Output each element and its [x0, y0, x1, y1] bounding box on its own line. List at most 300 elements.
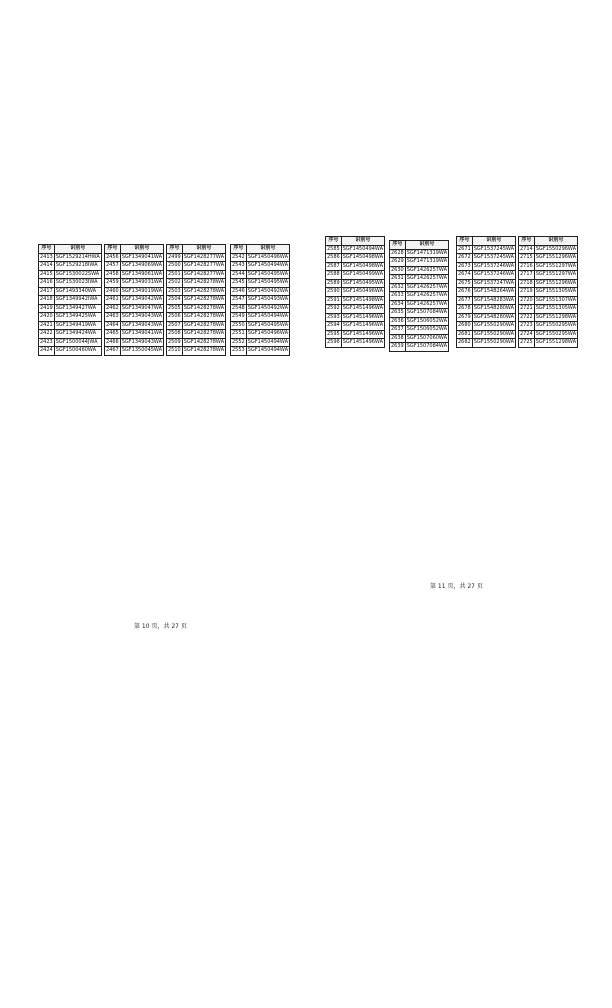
row-index: 2586	[327, 254, 340, 260]
table-row	[390, 300, 449, 309]
table-row	[457, 262, 516, 271]
table-row	[39, 279, 102, 288]
table-row	[105, 287, 164, 296]
row-index: 2459	[106, 279, 119, 285]
table-row	[167, 347, 226, 356]
row-code: SGF1551305WA	[535, 288, 577, 294]
table-row	[231, 304, 290, 313]
table-row	[105, 330, 164, 339]
row-index: 2542	[232, 253, 245, 260]
row-index: 2725	[520, 339, 533, 345]
table-row	[39, 338, 102, 347]
row-code: SGF1450499WA	[342, 271, 384, 277]
page-footer: 第 11 页，共 27 页	[430, 583, 483, 590]
row-index: 2417	[40, 287, 53, 294]
row-code: SGF1530023IWA	[54, 279, 101, 288]
row-code: SGF1551296WA	[535, 254, 577, 260]
row-index: 2585	[327, 245, 340, 252]
row-code: SGF1349047WA	[121, 304, 163, 311]
row-code: SGF1530022SWA	[54, 270, 101, 279]
row-index: 2591	[327, 296, 340, 303]
row-index: 2719	[520, 288, 533, 294]
row-index: 2543	[232, 262, 245, 268]
row-code: SGF1451498WA	[342, 296, 384, 303]
table-row	[39, 347, 102, 356]
row-code: SGF1450495WA	[247, 321, 289, 328]
table-row	[519, 330, 578, 339]
table-row	[231, 313, 290, 322]
table-header-row	[390, 241, 449, 250]
row-code: SGF1529218IWA	[54, 262, 101, 271]
row-code: SGF1550290WA	[473, 322, 515, 328]
row-code: SGF1537246WA	[473, 271, 515, 277]
row-code: SGF1428277WA	[183, 262, 225, 268]
row-code: SGF1349042WA	[121, 296, 163, 302]
row-code: SGF1550290WA	[473, 330, 515, 337]
row-code: SGF1450496WA	[247, 330, 289, 336]
table-header-row	[105, 245, 164, 254]
row-index: 2682	[458, 339, 471, 345]
row-code: SGF1450494WA	[247, 347, 289, 353]
table-row	[326, 296, 385, 305]
row-code: SGF1450492WA	[247, 304, 289, 311]
table-row	[39, 262, 102, 271]
row-index: 2629	[391, 258, 404, 264]
row-index: 2506	[168, 313, 181, 319]
row-code: SGF1471319WA	[406, 249, 448, 256]
row-index: 2503	[168, 287, 181, 294]
table-row	[390, 275, 449, 284]
row-code: SGF1428278WA	[183, 338, 225, 345]
code-column-header: 识别号	[341, 237, 384, 246]
row-index: 2505	[168, 304, 181, 311]
table-row	[231, 253, 290, 262]
table-row	[326, 339, 385, 348]
row-code: SGF1551297WA	[535, 262, 577, 269]
table-row	[39, 296, 102, 305]
row-index: 2714	[520, 245, 533, 252]
row-code: SGF1349041WA	[121, 330, 163, 336]
row-index: 2509	[168, 338, 181, 345]
table-row	[519, 322, 578, 331]
table-row	[326, 288, 385, 297]
row-index: 2502	[168, 279, 181, 285]
table-row	[167, 253, 226, 262]
code-column-header: 识别号	[182, 245, 225, 254]
table-row	[519, 271, 578, 280]
row-index: 2544	[232, 270, 245, 277]
row-index: 2634	[391, 300, 404, 307]
row-code: SGF1548280WA	[473, 313, 515, 320]
table-row	[105, 296, 164, 305]
row-code: SGF1349427WA	[54, 304, 101, 313]
row-index: 2636	[391, 317, 404, 324]
row-index: 2549	[232, 313, 245, 319]
row-code: SGF1428278WA	[183, 321, 225, 328]
index-table-block-3	[166, 244, 226, 356]
code-column-header: 识别号	[54, 245, 101, 254]
row-index: 2680	[458, 322, 471, 328]
index-column-header: 序号	[457, 237, 473, 246]
scan-page-1	[38, 244, 289, 624]
row-code: SGF1451496WA	[342, 313, 384, 320]
row-code: SGF1507084WA	[406, 343, 448, 349]
table-header-row	[39, 245, 102, 254]
row-code: SGF1426257WA	[406, 283, 448, 290]
row-index: 2716	[520, 262, 533, 269]
table-row	[39, 270, 102, 279]
row-code: SGF1450496WA	[247, 253, 289, 260]
row-index: 2500	[168, 262, 181, 268]
table-row	[167, 338, 226, 347]
index-table-block-1	[38, 244, 102, 356]
row-code: SGF1428278WA	[183, 330, 225, 336]
row-index: 2510	[168, 347, 181, 353]
table-row	[390, 309, 449, 318]
row-code: SGF1349043WA	[121, 313, 163, 319]
table-row	[390, 326, 449, 335]
table-row	[326, 271, 385, 280]
table-row	[457, 271, 516, 280]
row-index: 2508	[168, 330, 181, 336]
row-index: 2589	[327, 279, 340, 286]
table-row	[326, 330, 385, 339]
table-row	[519, 279, 578, 288]
table-row	[519, 313, 578, 322]
row-code: SGF1450494WA	[247, 338, 289, 345]
row-code: SGF1451496WA	[342, 305, 384, 311]
index-column-header: 序号	[231, 245, 247, 254]
row-code: SGF1426257WA	[406, 292, 448, 298]
table-header-row	[326, 237, 385, 246]
row-index: 2499	[168, 253, 181, 260]
row-index: 2456	[106, 253, 119, 260]
row-code: SGF1428278WA	[183, 347, 225, 353]
table-row	[390, 283, 449, 292]
table-row	[105, 262, 164, 271]
table-row	[519, 262, 578, 271]
table-header-row	[519, 237, 578, 246]
table-row	[167, 330, 226, 339]
table-header-row	[457, 237, 516, 246]
row-code: SGF1500460WA	[54, 347, 101, 356]
row-index: 2550	[232, 321, 245, 328]
row-code: SGF1450492WA	[247, 287, 289, 294]
table-row	[390, 317, 449, 326]
row-index: 2628	[391, 249, 404, 256]
row-index: 2630	[391, 266, 404, 273]
row-code: SGF1507060WA	[406, 334, 448, 341]
row-index: 2414	[40, 262, 53, 268]
row-code: SGF1349043WA	[121, 338, 163, 345]
table-row	[231, 347, 290, 356]
index-column-header: 序号	[390, 241, 406, 250]
table-row	[39, 330, 102, 339]
table-row	[390, 292, 449, 301]
row-code: SGF1548264WA	[473, 288, 515, 294]
table-row	[105, 253, 164, 262]
row-index: 2681	[458, 330, 471, 337]
table-row	[457, 288, 516, 297]
table-row	[457, 313, 516, 322]
row-index: 2422	[40, 330, 53, 336]
row-index: 2421	[40, 321, 53, 328]
table-row	[457, 279, 516, 288]
index-table-block-2	[104, 244, 164, 356]
row-code: SGF1548280WA	[473, 305, 515, 311]
table-row	[231, 330, 290, 339]
table-row	[390, 258, 449, 267]
row-index: 2673	[458, 262, 471, 269]
row-index: 2424	[40, 347, 53, 353]
row-code: SGF1450494WA	[342, 245, 384, 252]
row-code: SGF1550295WA	[535, 322, 577, 328]
row-index: 2717	[520, 271, 533, 277]
table-row	[167, 304, 226, 313]
row-code: SGF1551307WA	[535, 296, 577, 303]
code-column-header: 识别号	[120, 245, 163, 254]
row-code: SGF1428278WA	[183, 279, 225, 285]
row-code: SGF1537245WA	[473, 254, 515, 260]
row-code: SGF1450498WA	[342, 254, 384, 260]
row-index: 2507	[168, 321, 181, 328]
table-row	[39, 304, 102, 313]
table-row	[231, 287, 290, 296]
row-index: 2635	[391, 309, 404, 315]
row-index: 2718	[520, 279, 533, 286]
row-code: SGF1428277WA	[183, 253, 225, 260]
row-code: SGF1350045WA	[121, 347, 163, 353]
row-index: 2639	[391, 343, 404, 349]
row-code: SGF1428277WA	[183, 270, 225, 277]
table-row	[457, 296, 516, 305]
scan-page-2	[325, 236, 587, 596]
table-row	[167, 287, 226, 296]
table-row	[390, 249, 449, 258]
row-index: 2551	[232, 330, 245, 336]
row-index: 2423	[40, 338, 53, 345]
row-index: 2676	[458, 288, 471, 294]
row-code: SGF1450495WA	[247, 270, 289, 277]
table-row	[326, 305, 385, 314]
table-row	[326, 322, 385, 331]
table-row	[105, 347, 164, 356]
code-column-header: 识别号	[472, 237, 515, 246]
table-row	[457, 305, 516, 314]
row-code: SGF1493340WA	[54, 287, 101, 296]
row-index: 2464	[106, 321, 119, 328]
index-table-block-6	[389, 240, 449, 352]
row-code: SGF1349031WA	[121, 279, 163, 285]
row-code: SGF1349043WA	[121, 321, 163, 328]
row-code: SGF1551305WA	[535, 305, 577, 311]
table-row	[39, 313, 102, 322]
table-row	[519, 296, 578, 305]
row-index: 2419	[40, 304, 53, 311]
row-index: 2596	[327, 339, 340, 345]
row-code: SGF1551298WA	[535, 339, 577, 345]
row-index: 2592	[327, 305, 340, 311]
row-code: SGF1551296WA	[535, 279, 577, 286]
table-row	[326, 254, 385, 263]
table-row	[326, 245, 385, 254]
row-index: 2457	[106, 262, 119, 268]
row-index: 2415	[40, 270, 53, 277]
row-index: 2462	[106, 304, 119, 311]
index-table-block-4	[230, 244, 290, 356]
table-row	[519, 339, 578, 348]
index-table-block-8	[518, 236, 578, 348]
table-row	[326, 262, 385, 271]
row-code: SGF1550295WA	[535, 330, 577, 337]
table-row	[39, 287, 102, 296]
table-row	[39, 253, 102, 262]
row-code: SGF1349942IWA	[54, 296, 101, 305]
row-code: SGF1471319WA	[406, 258, 448, 264]
table-row	[390, 266, 449, 275]
table-row	[231, 270, 290, 279]
table-header-row	[231, 245, 290, 254]
row-index: 2677	[458, 296, 471, 303]
row-index: 2461	[106, 296, 119, 302]
row-index: 2671	[458, 245, 471, 252]
index-column-header: 序号	[519, 237, 535, 246]
row-code: SGF1550296WA	[535, 245, 577, 252]
row-code: SGF1451496WA	[342, 339, 384, 345]
table-row	[231, 296, 290, 305]
table-row	[39, 321, 102, 330]
page-footer: 第 10 页，共 27 页	[134, 623, 187, 630]
code-column-header: 识别号	[246, 245, 289, 254]
row-code: SGF1349424WA	[54, 330, 101, 339]
row-index: 2460	[106, 287, 119, 294]
row-code: SGF1428278WA	[183, 296, 225, 302]
table-row	[519, 288, 578, 297]
row-index: 2467	[106, 347, 119, 353]
table-row	[390, 343, 449, 352]
row-index: 2418	[40, 296, 53, 302]
row-code: SGF1349419WA	[54, 321, 101, 330]
row-code: SGF1349425WA	[54, 313, 101, 322]
row-code: SGF1451496WA	[342, 330, 384, 337]
row-index: 2672	[458, 254, 471, 260]
row-code: SGF1537245WA	[473, 245, 515, 252]
row-code: SGF1500044JWA	[54, 338, 101, 347]
table-row	[105, 270, 164, 279]
row-code: SGF1349061WA	[121, 270, 163, 277]
table-row	[167, 313, 226, 322]
table-row	[167, 296, 226, 305]
row-index: 2724	[520, 330, 533, 337]
index-column-header: 序号	[167, 245, 183, 254]
row-code: SGF1451496WA	[342, 322, 384, 328]
row-index: 2723	[520, 322, 533, 328]
row-code: SGF1537247WA	[473, 279, 515, 286]
row-index: 2594	[327, 322, 340, 328]
code-column-header: 识别号	[405, 241, 448, 250]
row-code: SGF1450493WA	[247, 296, 289, 302]
row-index: 2674	[458, 271, 471, 277]
table-row	[519, 254, 578, 263]
index-column-header: 序号	[326, 237, 342, 246]
table-row	[231, 338, 290, 347]
row-code: SGF1507084WA	[406, 309, 448, 315]
table-row	[105, 338, 164, 347]
table-row	[457, 339, 516, 348]
row-index: 2465	[106, 330, 119, 336]
row-code: SGF1428278WA	[183, 304, 225, 311]
row-code: SGF1450494WA	[247, 262, 289, 268]
row-code: SGF1537246WA	[473, 262, 515, 269]
row-index: 2553	[232, 347, 245, 353]
table-row	[326, 279, 385, 288]
row-index: 2675	[458, 279, 471, 286]
row-index: 2416	[40, 279, 53, 285]
row-code: SGF1450495WA	[247, 279, 289, 285]
row-code: SGF1450494WA	[247, 313, 289, 319]
row-code: SGF1349019WA	[121, 287, 163, 294]
table-row	[167, 262, 226, 271]
table-row	[231, 321, 290, 330]
row-code: SGF1450498WA	[342, 262, 384, 269]
row-index: 2420	[40, 313, 53, 319]
row-code: SGF1506052WA	[406, 326, 448, 332]
table-row	[105, 304, 164, 313]
row-code: SGF1506052WA	[406, 317, 448, 324]
row-index: 2722	[520, 313, 533, 320]
row-index: 2552	[232, 338, 245, 345]
table-row	[457, 330, 516, 339]
table-row	[519, 245, 578, 254]
row-index: 2546	[232, 287, 245, 294]
row-index: 2590	[327, 288, 340, 294]
row-code: SGF1426257WA	[406, 300, 448, 307]
row-code: SGF1349041WA	[121, 253, 163, 260]
row-code: SGF1551298WA	[535, 313, 577, 320]
row-code: SGF1529214HWA	[55, 253, 100, 260]
row-code: SGF1548283WA	[473, 296, 515, 303]
index-table-block-7	[456, 236, 516, 348]
row-index: 2638	[391, 334, 404, 341]
table-row	[167, 270, 226, 279]
table-row	[105, 313, 164, 322]
row-index: 2678	[458, 305, 471, 311]
row-index: 2545	[232, 279, 245, 285]
table-row	[105, 321, 164, 330]
row-index: 2463	[106, 313, 119, 319]
row-code: SGF1450496WA	[342, 288, 384, 294]
code-column-header: 识别号	[534, 237, 577, 246]
row-index: 2587	[327, 262, 340, 269]
row-index: 2715	[520, 254, 533, 260]
row-index: 2721	[520, 305, 533, 311]
index-column-header: 序号	[39, 245, 55, 254]
row-index: 2637	[391, 326, 404, 332]
row-index: 2720	[520, 296, 533, 303]
row-index: 2679	[458, 313, 471, 320]
table-row	[231, 279, 290, 288]
row-index: 2504	[168, 296, 181, 302]
row-code: SGF1426257WA	[406, 266, 448, 273]
row-code: SGF1551297WA	[535, 271, 577, 277]
row-code: SGF1428278WA	[183, 287, 225, 294]
row-index: 2466	[106, 338, 119, 345]
row-code: SGF1450495WA	[342, 279, 384, 286]
row-index: 2413	[40, 253, 53, 260]
row-index: 2632	[391, 283, 404, 290]
table-row	[105, 279, 164, 288]
row-index: 2593	[327, 313, 340, 320]
